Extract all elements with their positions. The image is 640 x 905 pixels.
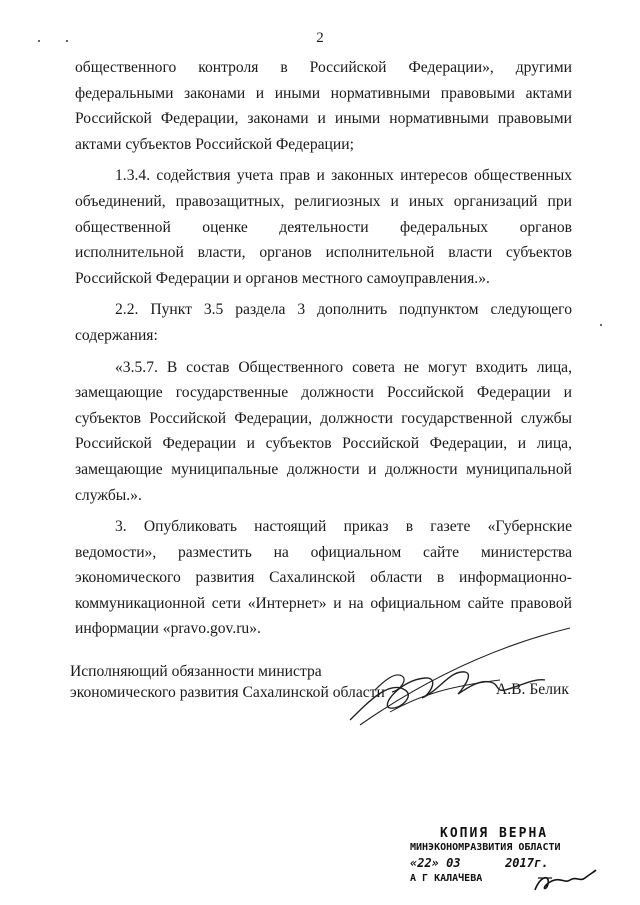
stamp-title: КОПИЯ ВЕРНА [440,826,549,841]
position-line-2: экономического развития Сахалинской области [70,684,385,701]
scan-speck [66,40,68,42]
stamp-signature [530,866,600,896]
paragraph-continuation: общественного контроля в Российской Федерации», другими федеральными законами и иными нормативными правовыми актами Российской Федерации, законами и иными нормативными правовыми актами субъектов Российской Федерации; [75,59,572,153]
stamp-org: МИНЭКОНОМРАЗВИТИЯ ОБЛАСТИ [410,842,561,853]
stamp-month: 03 [446,856,461,870]
signer-name: А.В. Белик [496,681,569,698]
scan-speck [38,40,40,42]
position-line-1: Исполняющий обязанности министра [70,663,322,680]
paragraph-3-5-7: «3.5.7. В состав Общественного совета не могут входить лица, замещающие государственные должности Российской Федерации и субъектов Российской Федерации, должности государственной службы Российской Федерации и субъектов Российской Федерации, и лица, замещающие муниципальные должности и должности муниципальной службы.». [75,358,572,504]
stamp-year: 2017 [505,856,534,870]
stamp-year-suffix: г. [533,856,549,870]
document-body [75,55,572,642]
page-number: 2 [316,30,324,46]
handwritten-signature [330,620,590,730]
paragraph-3: 3. Опубликовать настоящий приказ в газете «Губернские ведомости», разместить на официальном сайте министерства экономического развития Сахалинской области в информационно-коммуникационной сети «Интернет» и на официальном сайте правовой информации «pravo.gov.ru». [75,518,572,638]
paragraph-2-2: 2.2. Пункт 3.5 раздела 3 дополнить подпунктом следующего содержания: [75,301,572,344]
paragraph-1-3-4: 1.3.4. содействия учета прав и законных интересов общественных объединений, правозащитных, религиозных и иных организаций при общественной оценке деятельности федеральных органов исполнительной власти, органов исполнительной власти субъектов Российской Федерации и органов местного самоуправления.». [75,167,572,287]
scan-speck [600,324,602,326]
stamp-officer: А Г КАЛАЧЕВА [410,873,483,884]
stamp-day: «22» [410,856,439,870]
